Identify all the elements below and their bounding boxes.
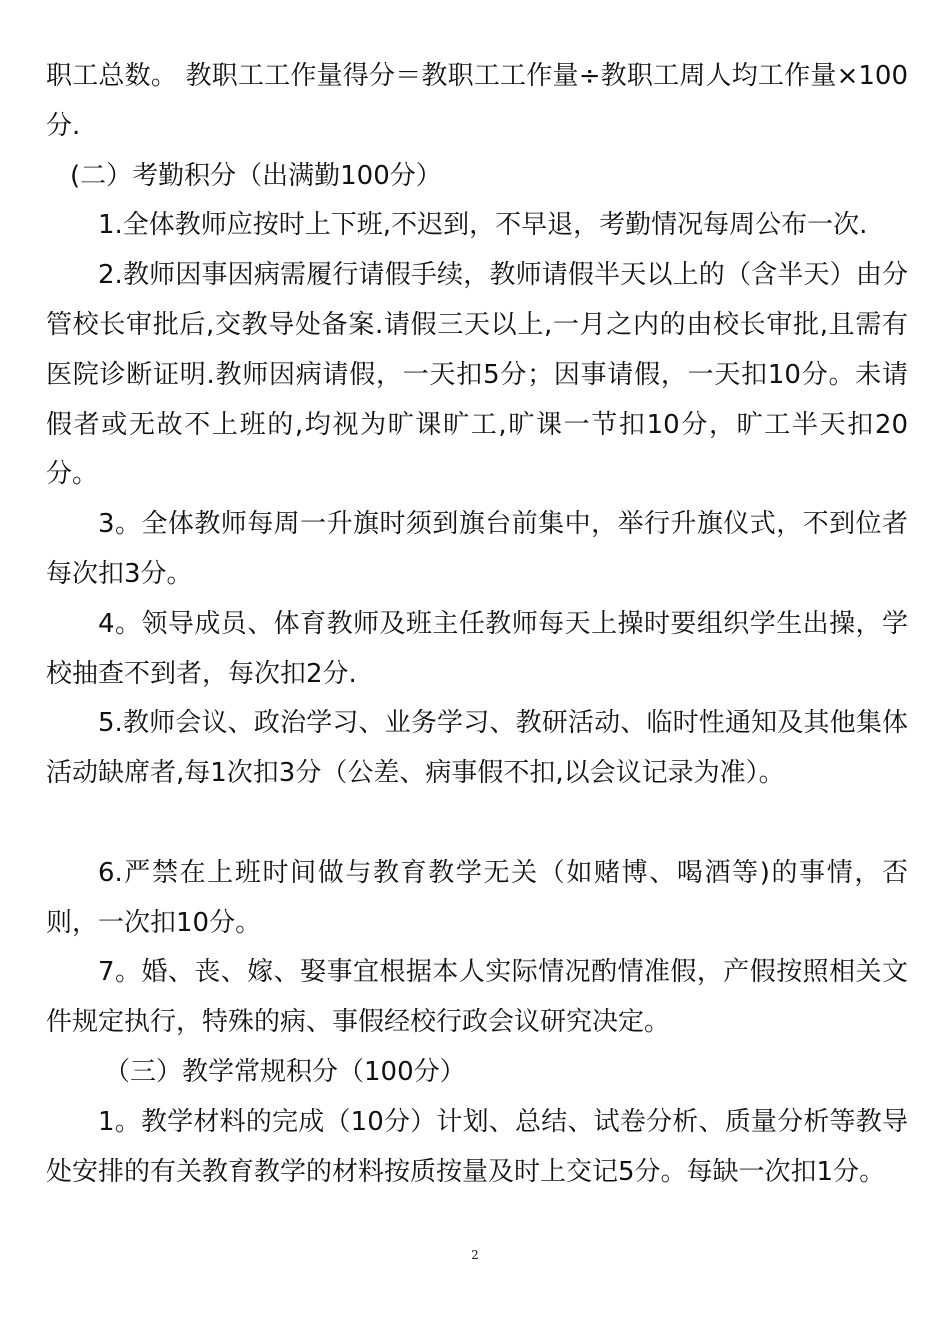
paragraph-rule-1: 1.全体教师应按时上下班,不迟到，不早退，考勤情况每周公布一次. [98,210,868,241]
paragraph-rule-4: 4。领导成员、体育教师及班主任教师每天上操时要组织学生出操，学校抽查不到者，每次扣2分. [46,608,908,689]
paragraph-rule-7: 7。婚、丧、嫁、娶事宜根据本人实际情况酌情准假，产假按照相关文件规定执行，特殊的病、事假经校行政会议研究决定。 [46,957,908,1038]
section-heading-attendance: (二）考勤积分（出满勤100分） [70,160,442,191]
page-number: 2 [471,1248,479,1262]
section-heading-teaching: （三）教学常规积分（100分） [104,1056,466,1087]
paragraph-teaching-rule-1: 1。教学材料的完成（10分）计划、总结、试卷分析、质量分析等教导处安排的有关教育教学的材料按质按量及时上交记5分。每缺一次扣1分。 [46,1106,908,1187]
paragraph-rule-5: 5.教师会议、政治学习、业务学习、教研活动、临时性通知及其他集体活动缺席者,每1次扣3分（公差、病事假不扣,以会议记录为准）。 [46,708,908,789]
document-body [46,52,908,1197]
paragraph-rule-6: 6.严禁在上班时间做与教育教学无关（如赌博、喝酒等)的事情，否则，一次扣10分。 [46,857,908,938]
paragraph-staff-total: 职工总数。 教职工工作量得分＝教职工工作量÷教职工周人均工作量×100分. [46,61,908,141]
paragraph-rule-3: 3。全体教师每周一升旗时须到旗台前集中，举行升旗仪式，不到位者每次扣3分。 [46,509,908,589]
paragraph-rule-2: 2.教师因事因病需履行请假手续，教师请假半天以上的（含半天）由分管校长审批后,交教导处备案.请假三天以上,一月之内的由校长审批,且需有医院诊断证明.教师因病请假，一天扣5分；因事请假，一天扣10分。未请假者或无故不上班的,均视为旷课旷工,旷课一节扣10分，旷工半天扣20分。 [46,260,908,490]
blank-line [46,799,908,849]
